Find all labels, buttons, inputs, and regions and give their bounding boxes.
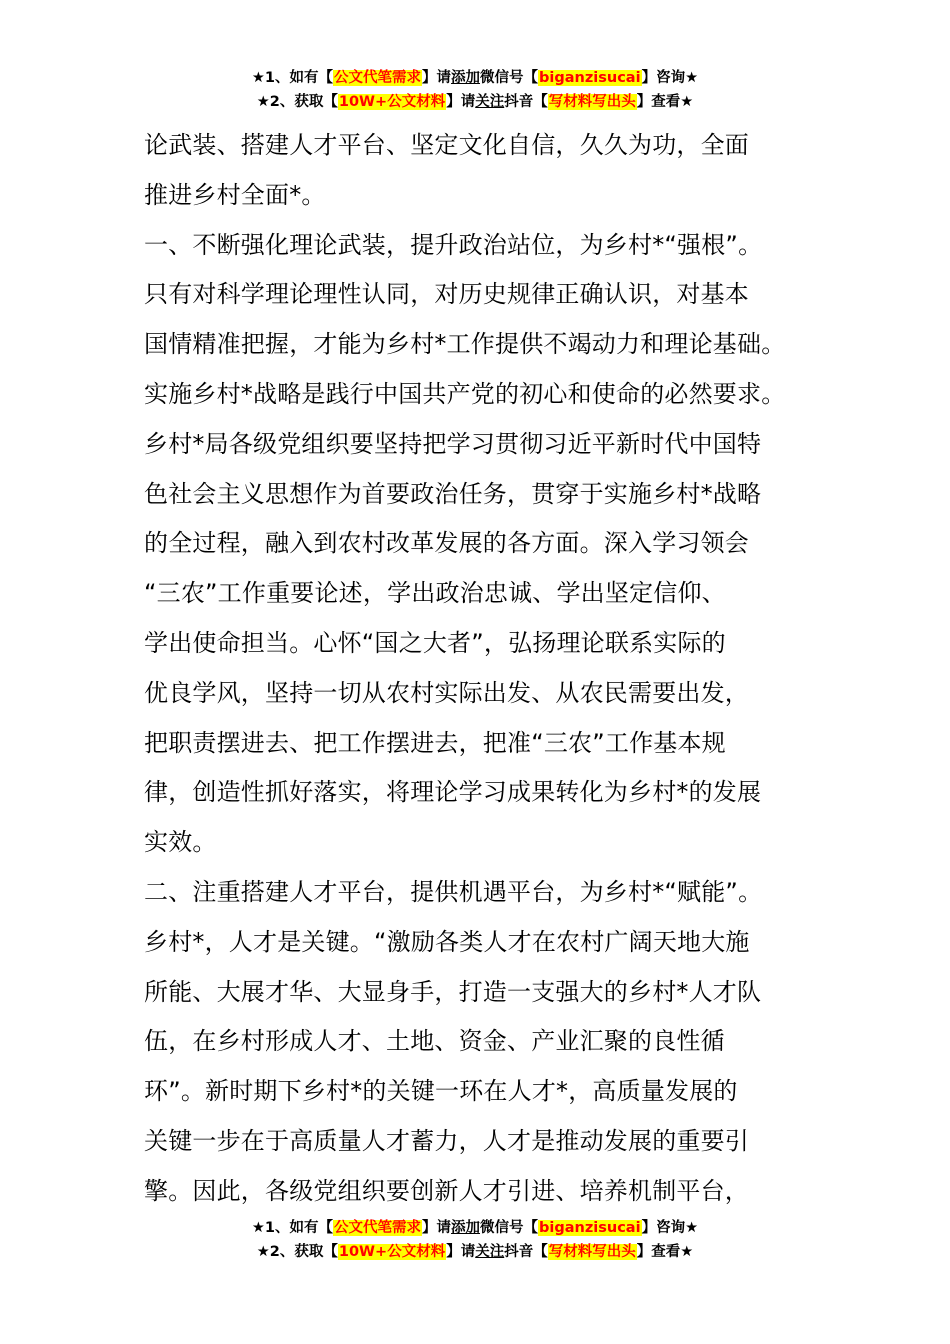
header-banner [0, 66, 950, 114]
banner-text: 微信号【 [480, 1220, 539, 1236]
body-line: 律，创造性抓好落实，将理论学习成果转化为乡村*的发展 [144, 778, 762, 807]
banner-text: ★1、如有【 [251, 70, 334, 86]
body-line: 学出使命担当。心怀“国之大者”，弘扬理论联系实际的 [144, 628, 726, 657]
banner-text: 抖音【 [504, 94, 548, 110]
banner-text: 】请 [446, 1244, 476, 1260]
body-line: 推进乡村全面*。 [144, 180, 326, 209]
banner-highlight: 写材料写出头 [548, 1244, 636, 1260]
banner-text: ★2、获取【 [256, 1244, 338, 1260]
banner-text: 】请 [422, 70, 452, 86]
body-line: 实效。 [144, 828, 217, 857]
banner-highlight: biganzisucai [539, 70, 641, 86]
banner-line-1 [0, 66, 950, 90]
body-line: 的全过程，融入到农村改革发展的各方面。深入学习领会 [144, 529, 749, 558]
banner-underline-text: 添加 [451, 1220, 481, 1236]
banner-underline-text: 添加 [451, 70, 481, 86]
banner-text: 】咨询★ [641, 1220, 699, 1236]
banner-text: 微信号【 [480, 70, 539, 86]
banner-highlight: biganzisucai [539, 1220, 641, 1236]
body-line: 实施乡村*战略是践行中国共产党的初心和使命的必然要求。 [144, 379, 786, 408]
body-line: 乡村*局各级党组织要坚持把学习贯彻习近平新时代中国特 [144, 429, 762, 458]
banner-underline-text: 关注 [475, 1244, 505, 1260]
banner-highlight: 公文代笔需求 [334, 1220, 422, 1236]
banner-line-1 [0, 1216, 950, 1240]
banner-underline-text: 关注 [475, 94, 505, 110]
body-line: “三农”工作重要论述，学出政治忠诚、学出坚定信仰、 [144, 579, 726, 608]
footer-banner [0, 1216, 950, 1264]
body-line: 伍，在乡村形成人才、土地、资金、产业汇聚的良性循 [144, 1027, 725, 1056]
body-line: 关键一步在于高质量人才蓄力，人才是推动发展的重要引 [144, 1126, 749, 1155]
body-line: 色社会主义思想作为首要政治任务，贯穿于实施乡村*战略 [144, 479, 762, 508]
banner-line-2 [0, 1240, 950, 1264]
banner-text: 】请 [422, 1220, 452, 1236]
banner-line-2 [0, 90, 950, 114]
banner-highlight: 公文代笔需求 [334, 70, 422, 86]
banner-highlight: 10W+公文材料 [338, 94, 446, 110]
section-heading: 一、不断强化理论武装，提升政治站位，为乡村*“强根”。 [144, 230, 763, 259]
body-line: 只有对科学理论理性认同，对历史规律正确认识，对基本 [144, 280, 749, 309]
document-body [144, 121, 824, 1217]
body-line: 把职责摆进去、把工作摆进去，把准“三农”工作基本规 [144, 728, 726, 757]
section-heading: 二、注重搭建人才平台，提供机遇平台，为乡村*“赋能”。 [144, 877, 763, 906]
body-line: 乡村*，人才是关键。“激励各类人才在农村广阔天地大施 [144, 927, 750, 956]
body-line: 所能、大展才华、大显身手，打造一支强大的乡村*人才队 [144, 977, 762, 1006]
body-line: 环”。新时期下乡村*的关键一环在人才*，高质量发展的 [144, 1077, 738, 1106]
body-line: 论武装、搭建人才平台、坚定文化自信，久久为功，全面 [144, 131, 749, 159]
body-line: 优良学风，坚持一切从农村实际出发、从农民需要出发， [144, 678, 749, 707]
banner-text: ★2、获取【 [256, 94, 338, 110]
banner-highlight: 10W+公文材料 [338, 1244, 446, 1260]
banner-text: 】查看★ [636, 1244, 694, 1260]
banner-highlight: 写材料写出头 [548, 94, 636, 110]
banner-text: 抖音【 [504, 1244, 548, 1260]
body-line: 擎。因此，各级党组织要创新人才引进、培养机制平台， [144, 1176, 749, 1205]
banner-text: ★1、如有【 [251, 1220, 334, 1236]
banner-text: 】请 [446, 94, 476, 110]
body-line: 国情精准把握，才能为乡村*工作提供不竭动力和理论基础。 [144, 330, 786, 359]
banner-text: 】查看★ [636, 94, 694, 110]
banner-text: 】咨询★ [641, 70, 699, 86]
